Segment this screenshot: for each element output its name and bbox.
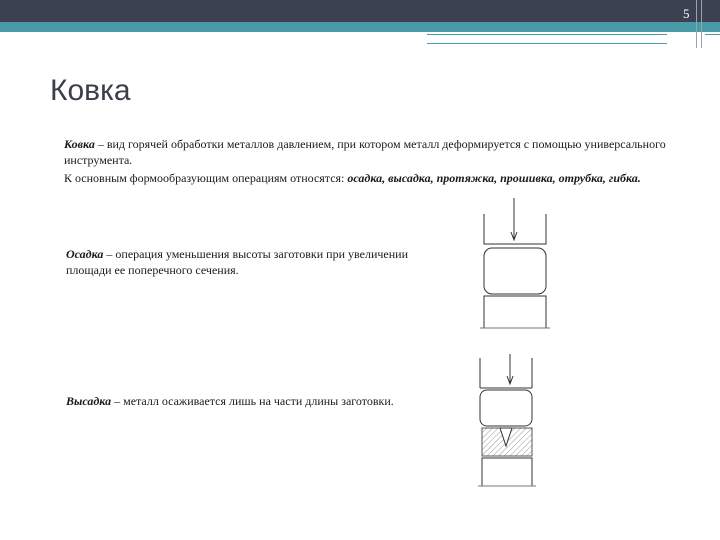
- upsetting-diagram: [478, 196, 554, 334]
- term-heading: Высадка: [66, 394, 112, 408]
- operations-end: .: [637, 171, 641, 185]
- slide-top-bar: [0, 0, 720, 22]
- heading-text: – металл осаживается лишь на части длины заготовки.: [111, 394, 394, 408]
- workpiece: [484, 248, 546, 294]
- slide-accent-bar: [0, 22, 720, 32]
- slide-title: Ковка: [50, 74, 131, 107]
- page-number: 5: [683, 6, 690, 21]
- operations-intro: К основным формообразующим операциям относятся:: [64, 171, 348, 185]
- upsetting-paragraph: [66, 246, 446, 278]
- decorative-divider: [696, 0, 697, 48]
- heading-diagram: [472, 352, 542, 490]
- operations-paragraph: [64, 170, 694, 186]
- upper-die: [484, 214, 546, 244]
- upsetting-text: – операция уменьшения высоты заготовки при увеличении площади ее поперечного сечения.: [66, 247, 408, 277]
- decorative-divider: [701, 0, 702, 48]
- definition-paragraph: [64, 136, 694, 168]
- workpiece-shank: [482, 458, 532, 486]
- decorative-line: [705, 34, 720, 45]
- heading-paragraph: [66, 393, 446, 409]
- decorative-line: [427, 34, 667, 44]
- definition-text: – вид горячей обработки металлов давлением, при котором металл деформируется с помощью универсального инструмента.: [64, 137, 666, 167]
- workpiece-head: [480, 390, 532, 426]
- term-upsetting: Осадка: [66, 247, 104, 261]
- operations-list: осадка, высадка, протяжка, прошивка, отрубка, гибка: [347, 171, 638, 185]
- term-forging: Ковка: [64, 137, 95, 151]
- lower-die: [484, 296, 546, 328]
